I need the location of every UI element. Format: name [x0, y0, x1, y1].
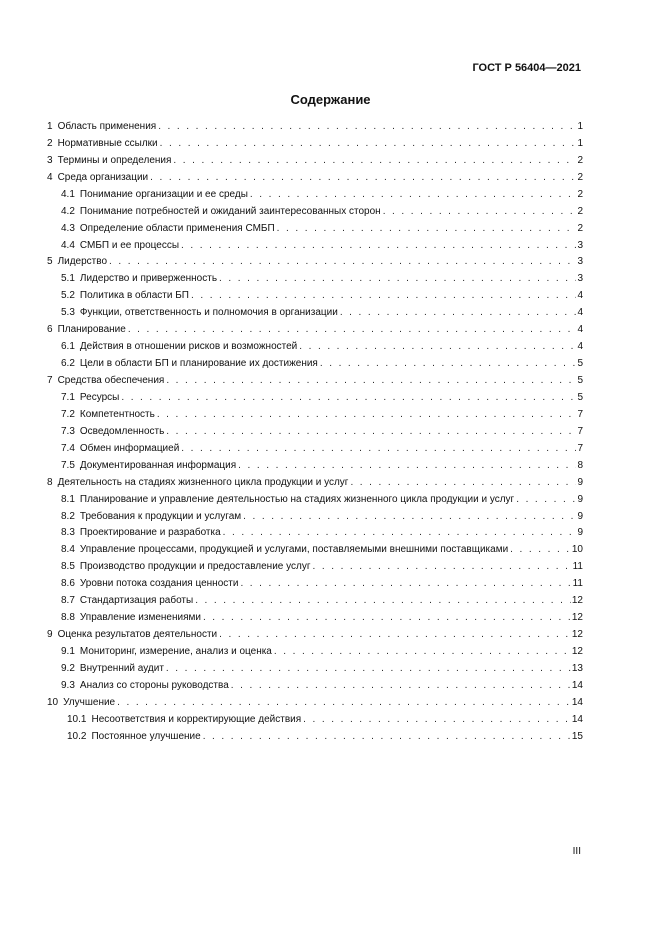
toc-dot-leader: [181, 240, 576, 251]
toc-entry-number: 7: [47, 375, 53, 386]
toc-entry-page: 14: [571, 713, 583, 725]
toc-entry[interactable]: [47, 115, 583, 132]
toc-entry[interactable]: [47, 132, 583, 149]
toc-entry-number: 3: [47, 154, 53, 166]
toc-entry-page: 4: [577, 341, 583, 353]
toc-dot-leader: [313, 561, 572, 572]
toc-entry[interactable]: [47, 149, 583, 166]
toc-dot-leader: [195, 595, 571, 606]
toc-entry[interactable]: [47, 538, 583, 555]
toc-entry-page: 5: [577, 375, 583, 386]
toc-entry-number: 7.2: [61, 408, 75, 420]
toc-entry-title: Внутренний аудит: [79, 662, 164, 674]
toc-entry-number: 8.4: [61, 544, 75, 556]
toc-dot-leader: [150, 172, 576, 183]
toc-entry-title: СМБП и ее процессы: [79, 239, 180, 251]
toc-entry-title: Анализ со стороны руководства: [79, 679, 229, 691]
toc-entry[interactable]: [47, 488, 583, 505]
toc-entry-page: 11: [572, 578, 583, 590]
toc-dot-leader: [240, 578, 571, 589]
toc-entry-title: Термины и определения: [57, 154, 172, 166]
toc-entry[interactable]: [47, 437, 583, 454]
toc-dot-leader: [299, 341, 576, 352]
toc-entry-page: 9: [577, 476, 583, 488]
toc-entry-title: Действия в отношении рисков и возможностей: [79, 341, 298, 353]
toc-entry-title: Постоянное улучшение: [91, 730, 201, 742]
toc-entry[interactable]: [47, 640, 583, 657]
toc-dot-leader: [117, 697, 571, 708]
toc-entry-title: Средства обеспечения: [57, 375, 165, 386]
toc-dot-leader: [191, 290, 576, 301]
toc-entry[interactable]: [47, 708, 583, 725]
toc-entry-number: 8.3: [61, 527, 75, 539]
toc-entry-title: Функции, ответственность и полномочия в организации: [79, 307, 338, 319]
toc-entry[interactable]: [47, 386, 583, 403]
toc-dot-leader: [383, 206, 577, 217]
toc-entry-number: 5.2: [61, 290, 75, 302]
toc-entry-page: 12: [571, 595, 583, 607]
toc-entry[interactable]: [47, 318, 583, 335]
toc-entry-page: 4: [577, 290, 583, 302]
toc-entry-number: 4.3: [61, 222, 75, 234]
toc-entry-number: 5.1: [61, 273, 75, 285]
toc-entry-page: 14: [571, 679, 583, 691]
toc-entry[interactable]: [47, 217, 583, 234]
toc-entry[interactable]: [47, 200, 583, 217]
toc-entry-title: Проектирование и разработка: [79, 527, 221, 539]
toc-entry-number: 8: [47, 476, 53, 488]
toc-entry-number: 7.4: [61, 442, 75, 454]
toc-entry-title: Производство продукции и предоставление услуг: [79, 561, 311, 573]
toc-entry-number: 7.5: [61, 459, 75, 471]
toc-entry-page: 12: [571, 612, 583, 624]
toc-dot-leader: [181, 443, 576, 454]
toc-entry-page: 4: [577, 307, 583, 319]
toc-dot-leader: [274, 646, 571, 657]
toc-entry-page: 5: [577, 358, 583, 370]
toc-entry-page: 11: [572, 561, 583, 573]
toc-entry-page: 9: [577, 493, 583, 505]
toc-entry-page: 2: [577, 171, 583, 183]
toc-dot-leader: [243, 511, 576, 522]
toc-entry-title: Улучшение: [63, 696, 116, 708]
toc-entry-title: Понимание потребностей и ожиданий заинтересованных сторон: [79, 205, 381, 217]
toc-entry-number: 9.3: [61, 679, 75, 691]
toc-entry-title: Компетентность: [79, 408, 155, 420]
toc-dot-leader: [238, 460, 576, 471]
toc-dot-leader: [277, 223, 577, 234]
toc-entry-page: 12: [571, 646, 583, 657]
toc-entry-title: Несоответствия и корректирующие действия: [91, 713, 302, 725]
toc-entry[interactable]: [47, 589, 583, 606]
toc-entry-title: Осведомленность: [79, 425, 165, 437]
toc-entry-title: Среда организации: [57, 171, 149, 183]
toc-dot-leader: [121, 392, 576, 403]
toc-dot-leader: [109, 256, 576, 267]
toc-entry-title: Уровни потока создания ценности: [79, 578, 239, 590]
toc-entry-title: Требования к продукции и услугам: [79, 510, 242, 522]
toc-dot-leader: [223, 527, 577, 538]
toc-entry-page: 13: [571, 662, 583, 674]
toc-entry[interactable]: [47, 505, 583, 522]
toc-entry[interactable]: [47, 522, 583, 539]
toc-entry-page: 15: [571, 730, 583, 742]
toc-entry-title: Определение области применения СМБП: [79, 222, 275, 234]
document-id: ГОСТ Р 56404—2021: [472, 62, 581, 74]
toc-entry-title: Стандартизация работы: [79, 595, 194, 607]
toc-entry-page: 2: [577, 188, 583, 200]
toc-dot-leader: [516, 494, 576, 505]
toc-entry-number: 6: [47, 324, 53, 336]
toc-entry-number: 7.1: [61, 391, 75, 403]
toc-entry-number: 4.1: [61, 188, 75, 200]
toc-entry-page: 3: [577, 273, 583, 285]
toc-entry[interactable]: [47, 267, 583, 284]
toc-entry-number: 8.7: [61, 595, 75, 607]
toc-entry-page: 2: [577, 205, 583, 217]
toc-entry-number: 5: [47, 256, 53, 268]
toc-entry-number: 8.1: [61, 493, 75, 505]
toc-entry-title: Планирование: [57, 324, 126, 336]
toc-entry-number: 8.2: [61, 510, 75, 522]
toc-entry[interactable]: [47, 284, 583, 301]
toc-dot-leader: [219, 629, 571, 640]
toc-entry-page: 3: [577, 239, 583, 251]
page-title: Содержание: [290, 92, 371, 107]
toc-entry-number: 6.1: [61, 341, 75, 353]
toc-entry[interactable]: [47, 420, 583, 437]
toc-dot-leader: [303, 714, 571, 725]
toc-entry-title: Политика в области БП: [79, 290, 189, 302]
toc-entry-number: 2: [47, 137, 53, 149]
toc-entry[interactable]: [47, 166, 583, 183]
toc-dot-leader: [173, 155, 576, 166]
toc-dot-leader: [203, 612, 571, 623]
toc-entry[interactable]: [47, 183, 583, 200]
toc-entry[interactable]: [47, 369, 583, 386]
toc-entry-number: 9: [47, 629, 53, 641]
toc-entry-number: 4: [47, 171, 53, 183]
toc-entry-number: 8.8: [61, 612, 75, 624]
toc-entry-title: Деятельность на стадиях жизненного цикла продукции и услуг: [57, 476, 349, 488]
toc-entry[interactable]: [47, 691, 583, 708]
toc-entry-title: Управление процессами, продукцией и услугами, поставляемыми внешними поставщиками: [79, 544, 509, 556]
toc-entry[interactable]: [47, 725, 583, 742]
toc-entry[interactable]: [47, 674, 583, 691]
toc-entry[interactable]: [47, 555, 583, 572]
toc-entry[interactable]: [47, 572, 583, 589]
toc-entry-title: Область применения: [57, 120, 157, 132]
toc-entry-number: 10.1: [67, 713, 87, 725]
toc-entry[interactable]: [47, 606, 583, 623]
toc-entry-page: 14: [571, 696, 583, 708]
toc-dot-leader: [166, 426, 576, 437]
toc-entry-title: Оценка результатов деятельности: [57, 629, 218, 641]
toc-entry-page: 9: [577, 527, 583, 539]
toc-entry[interactable]: [47, 335, 583, 352]
toc-entry-page: 4: [577, 324, 583, 336]
toc-entry-title: Документированная информация: [79, 459, 237, 471]
toc-dot-leader: [157, 409, 577, 420]
toc-entry-number: 10.2: [67, 730, 87, 742]
toc-entry-number: 6.2: [61, 358, 75, 370]
toc-entry-title: Обмен информацией: [79, 442, 180, 454]
toc-dot-leader: [350, 477, 576, 488]
toc-entry-page: 8: [577, 459, 583, 471]
toc-entry-number: 1: [47, 120, 53, 132]
toc-dot-leader: [219, 273, 576, 284]
toc-dot-leader: [231, 680, 571, 691]
toc-dot-leader: [166, 375, 576, 386]
toc-dot-leader: [160, 138, 577, 149]
toc-entry[interactable]: [47, 471, 583, 488]
table-of-contents: [47, 115, 583, 742]
toc-entry-page: 1: [577, 120, 583, 132]
toc-entry-number: 9.2: [61, 662, 75, 674]
toc-entry-title: Цели в области БП и планирование их достижения: [79, 358, 318, 370]
toc-entry[interactable]: [47, 234, 583, 251]
toc-entry-number: 8.5: [61, 561, 75, 573]
toc-entry[interactable]: [47, 657, 583, 674]
toc-entry-title: Управление изменениями: [79, 612, 201, 624]
toc-entry-number: 9.1: [61, 646, 75, 657]
toc-dot-leader: [250, 189, 577, 200]
toc-entry-title: Мониторинг, измерение, анализ и оценка: [79, 646, 272, 657]
toc-entry[interactable]: [47, 352, 583, 369]
toc-entry[interactable]: [47, 623, 583, 640]
toc-entry-page: 7: [577, 408, 583, 420]
toc-dot-leader: [510, 544, 571, 555]
toc-entry-title: Лидерство и приверженность: [79, 273, 218, 285]
toc-entry-page: 2: [577, 222, 583, 234]
toc-entry[interactable]: [47, 454, 583, 471]
toc-entry-title: Планирование и управление деятельностью на стадиях жизненного цикла продукции и услуг: [79, 493, 515, 505]
toc-entry-number: 4.4: [61, 239, 75, 251]
toc-dot-leader: [128, 324, 577, 335]
toc-entry-page: 2: [577, 154, 583, 166]
toc-entry-title: Ресурсы: [79, 391, 120, 403]
toc-dot-leader: [203, 731, 571, 742]
toc-entry-page: 5: [577, 391, 583, 403]
toc-entry-page: 7: [577, 442, 583, 454]
toc-entry-number: 10: [47, 696, 59, 708]
toc-dot-leader: [166, 663, 571, 674]
toc-entry[interactable]: [47, 403, 583, 420]
toc-dot-leader: [320, 358, 577, 369]
toc-entry[interactable]: [47, 301, 583, 318]
toc-entry[interactable]: [47, 251, 583, 268]
page-number: III: [572, 846, 581, 857]
toc-entry-number: 5.3: [61, 307, 75, 319]
toc-entry-page: 12: [571, 629, 583, 641]
toc-entry-number: 7.3: [61, 425, 75, 437]
toc-entry-title: Понимание организации и ее среды: [79, 188, 248, 200]
toc-entry-page: 1: [577, 137, 583, 149]
toc-dot-leader: [158, 121, 576, 132]
toc-entry-title: Нормативные ссылки: [57, 137, 158, 149]
toc-entry-number: 4.2: [61, 205, 75, 217]
toc-dot-leader: [340, 307, 577, 318]
toc-entry-page: 10: [571, 544, 583, 556]
toc-entry-page: 9: [577, 510, 583, 522]
toc-entry-title: Лидерство: [57, 256, 108, 268]
toc-entry-page: 7: [577, 425, 583, 437]
toc-entry-page: 3: [577, 256, 583, 268]
toc-entry-number: 8.6: [61, 578, 75, 590]
